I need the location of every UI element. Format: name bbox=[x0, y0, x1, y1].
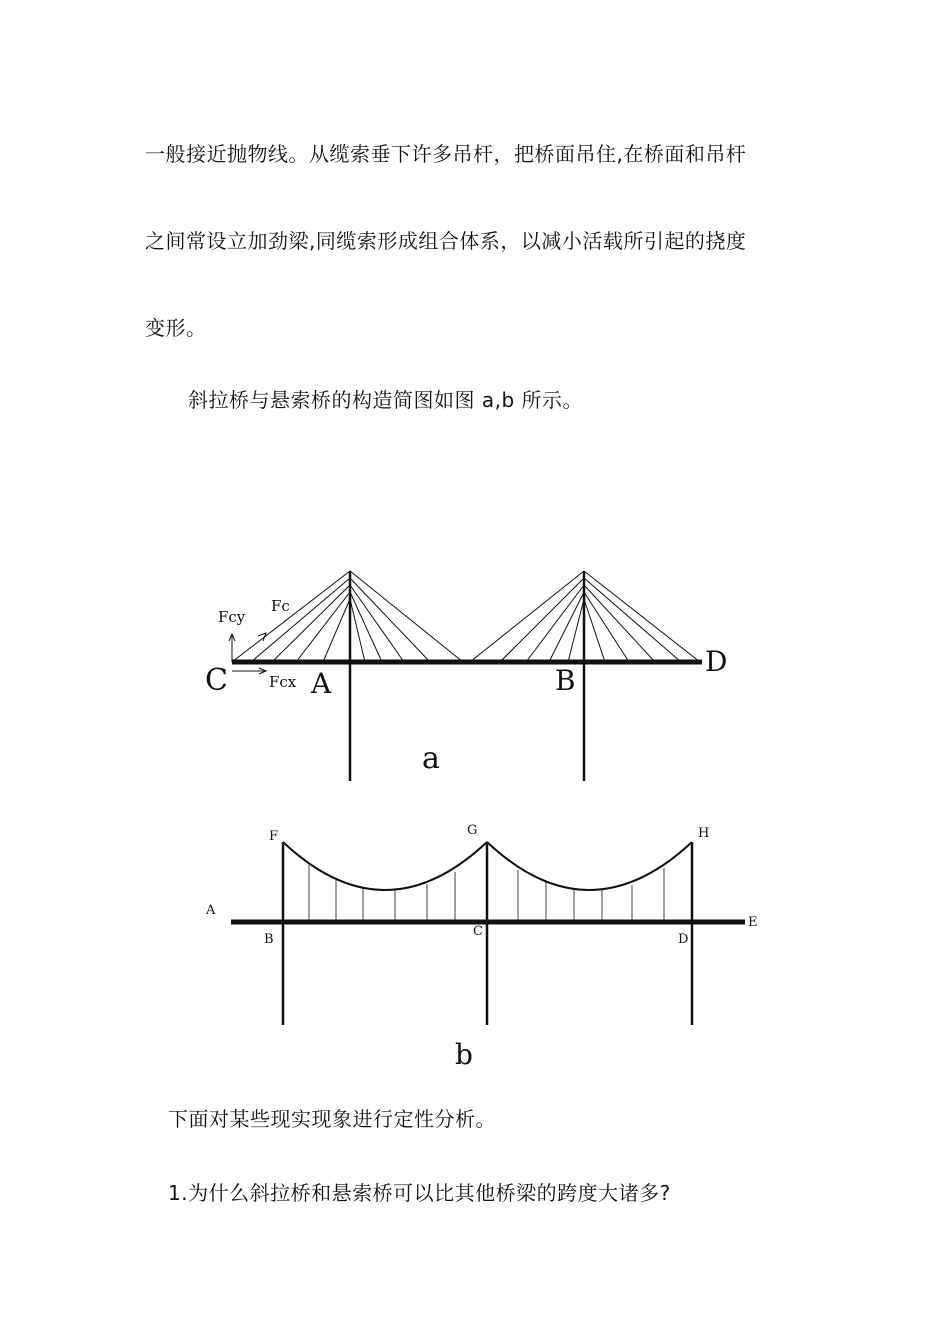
label-b-h: H bbox=[698, 826, 710, 841]
label-point-a: A bbox=[311, 667, 332, 700]
figure-b-suspension-bridge bbox=[231, 842, 745, 1025]
question-1: 1.为什么斜拉桥和悬索桥可以比其他桥梁的跨度大诸多? bbox=[168, 1181, 671, 1205]
stay-cables-left bbox=[232, 571, 463, 662]
paragraph-line-2: 之间常设立加劲梁,同缆索形成组合体系，以减小活载所引起的挠度 bbox=[145, 229, 747, 253]
label-b-e: E bbox=[748, 915, 758, 930]
label-b-g: G bbox=[467, 823, 478, 838]
label-b-d: D bbox=[678, 932, 689, 947]
label-b-a: A bbox=[206, 903, 216, 918]
label-b-f: F bbox=[269, 829, 279, 844]
figure-a-cable-stayed-bridge bbox=[229, 571, 702, 781]
label-fc: Fc bbox=[271, 597, 290, 615]
label-point-c: C bbox=[205, 663, 228, 698]
paragraph-line-1: 一般接近抛物线。从缆索垂下许多吊杆，把桥面吊住,在桥面和吊杆 bbox=[145, 142, 747, 166]
hangers-right bbox=[518, 868, 664, 922]
analysis-sentence: 下面对某些现实现象进行定性分析。 bbox=[168, 1107, 496, 1131]
label-point-d: D bbox=[705, 645, 728, 678]
label-b-b: B bbox=[264, 932, 274, 947]
paragraph-line-3: 变形。 bbox=[145, 316, 207, 340]
main-cable-left bbox=[283, 842, 487, 890]
label-b-c: C bbox=[473, 924, 483, 939]
intro-sentence: 斜拉桥与悬索桥的构造简图如图 a,b 所示。 bbox=[188, 388, 584, 412]
label-fcx: Fcx bbox=[269, 673, 297, 691]
force-arrow-fc bbox=[258, 633, 266, 641]
caption-b: b bbox=[455, 1038, 473, 1071]
label-fcy: Fcy bbox=[218, 608, 246, 626]
hangers-left bbox=[309, 865, 455, 922]
caption-a: a bbox=[422, 741, 440, 776]
label-point-b: B bbox=[555, 664, 576, 697]
